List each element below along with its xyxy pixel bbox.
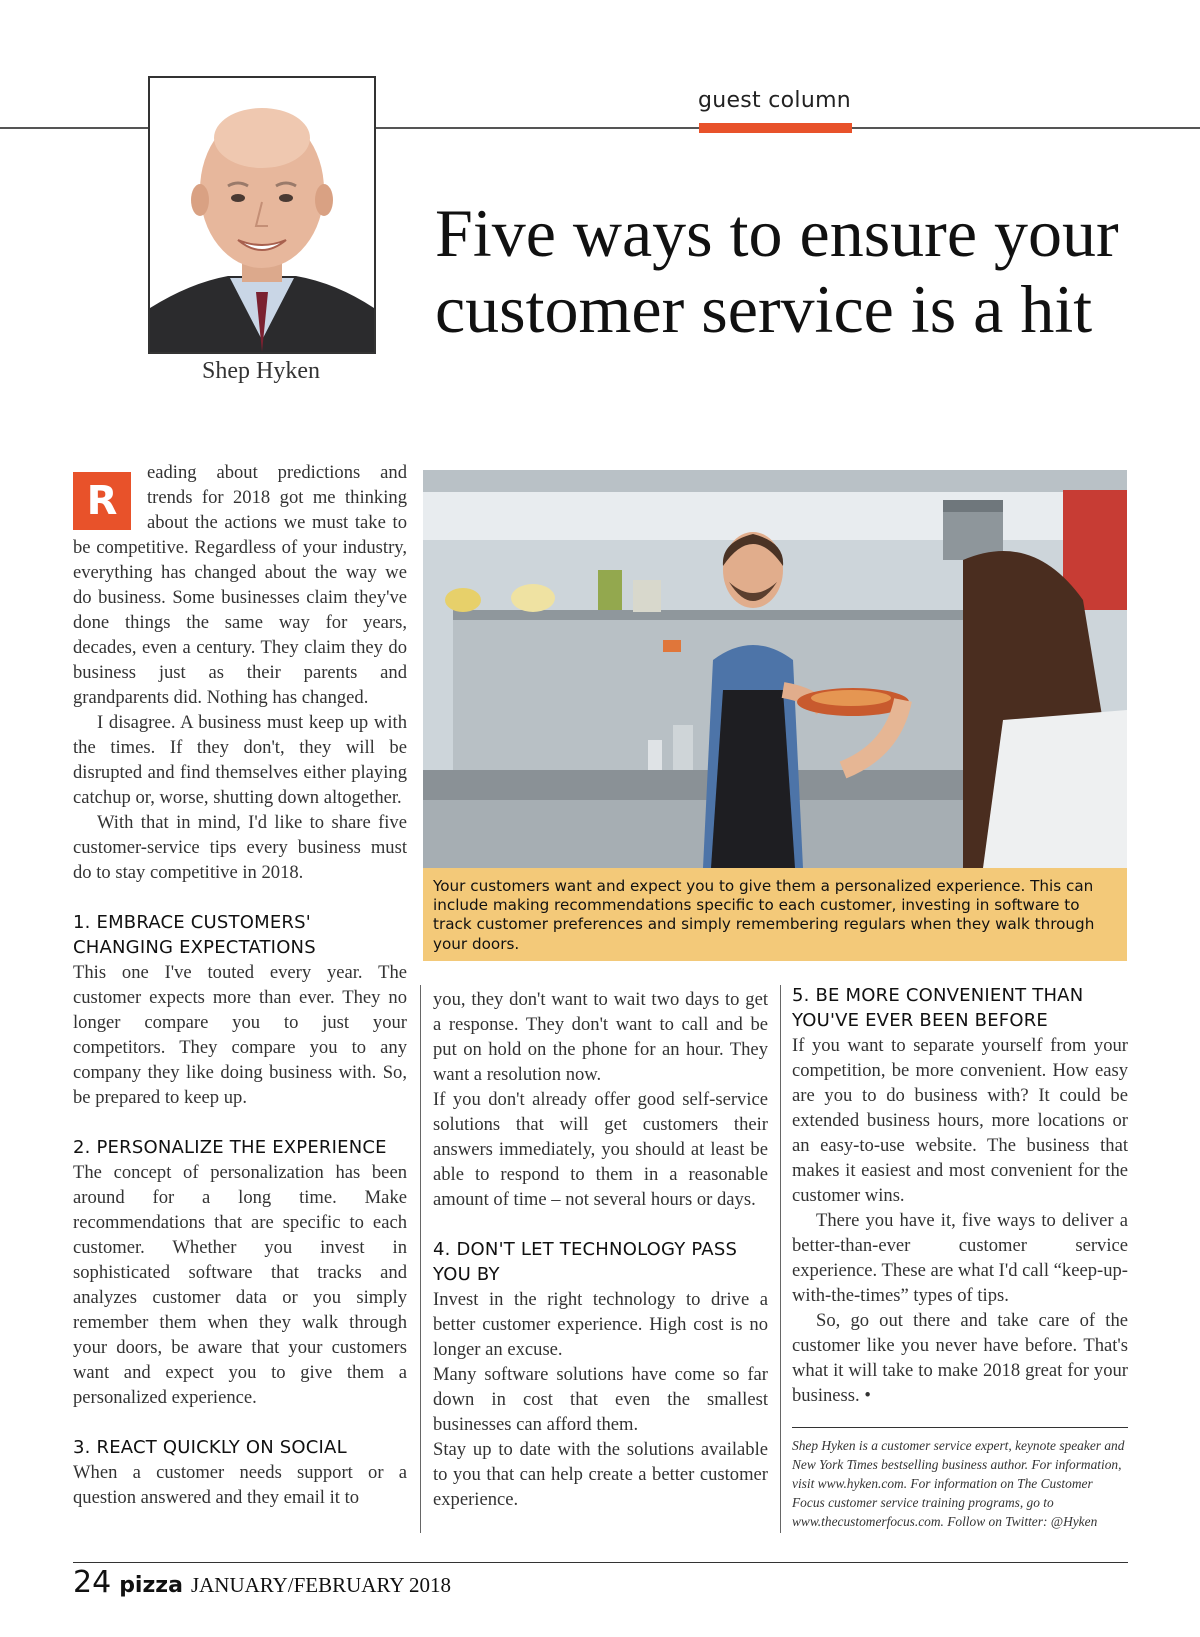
body-paragraph: When a customer needs support or a question answered and they email it to bbox=[73, 1462, 407, 1508]
food-truck-photo-illustration bbox=[423, 470, 1127, 868]
article-column-2 bbox=[433, 987, 768, 1512]
page-number: 24 bbox=[73, 1565, 112, 1600]
article-column-3 bbox=[792, 983, 1128, 1408]
page-footer bbox=[73, 1565, 451, 1605]
author-bio: Shep Hyken is a customer service expert, keynote speaker and New York Times bestselling business author. For information, visit www.hyken.com. For information on The Customer Focus customer service training programs, go to www.thecustomerfocus.com. Follow on Twitter: @Hyken bbox=[792, 1438, 1125, 1529]
section-accent-bar bbox=[699, 123, 852, 133]
author-name: Shep Hyken bbox=[202, 358, 320, 384]
intro-paragraph: eading about predictions and trends for 2018 got me thinking about the actions we must take to be competitive. Regardless of your industry, everything has changed about the way we do business. Some businesses claim they've done things the same way for years, decades, even a century. They claim they do business just as their parents and grandparents did. Nothing has changed. bbox=[73, 462, 407, 708]
issue-date: JANUARY/FEBRUARY 2018 bbox=[190, 1573, 451, 1597]
photo-caption: Your customers want and expect you to give them a personalized experience. This can include making recommendations specific to each customer, investing in software to track customer preferences and simply remembering regulars when they walk through your doors. bbox=[423, 868, 1127, 961]
subhead-5: 5. BE MORE CONVENIENT THAN YOU'VE EVER BEEN BEFORE bbox=[792, 985, 1084, 1031]
body-paragraph: The concept of personalization has been around for a long time. Make recommendations that are specific to each customer. Whether you invest in sophisticated software that tracks and analyzes customer data or you simply remember them when they walk through your doors, be aware that your customers want and expect you to give them a personalized experience. bbox=[73, 1162, 407, 1408]
closing-paragraph: There you have it, five ways to deliver a better-than-ever customer service experience. These are what I'd call “keep-up-with-the-times” types of tips. bbox=[792, 1210, 1128, 1306]
closing-paragraph: So, go out there and take care of the customer like you never have before. That's what it will take to make 2018 great for your business. • bbox=[792, 1310, 1128, 1406]
column-divider bbox=[420, 985, 421, 1533]
body-paragraph: Many software solutions have come so far down in cost that even the smallest businesses can afford them. bbox=[433, 1364, 768, 1435]
intro-paragraph: With that in mind, I'd like to share five customer-service tips every business must do to stay competitive in 2018. bbox=[73, 812, 407, 883]
magazine-name: pizza bbox=[119, 1573, 183, 1598]
body-paragraph: If you want to separate yourself from your competition, be more convenient. How easy are you to do business with? It could be extended business hours, more locations or an easy-to-use website. The business that makes it easiest and most convenient for the customer wins. bbox=[792, 1035, 1128, 1206]
section-label: guest column bbox=[697, 88, 852, 113]
body-paragraph: Stay up to date with the solutions available to you that can help create a better customer experience. bbox=[433, 1439, 768, 1510]
column-divider bbox=[780, 985, 781, 1533]
body-paragraph: you, they don't want to wait two days to get a response. They don't want to call and be put on hold on the phone for an hour. They want a resolution now. bbox=[433, 989, 768, 1085]
bio-rule bbox=[792, 1427, 1128, 1428]
subhead-4: 4. DON'T LET TECHNOLOGY PASS YOU BY bbox=[433, 1239, 738, 1285]
subhead-1: 1. EMBRACE CUSTOMERS' CHANGING EXPECTATIONS bbox=[73, 912, 316, 958]
footer-rule bbox=[73, 1562, 1128, 1563]
intro-paragraph: I disagree. A business must keep up with the times. If they don't, they will be disrupted and find themselves either playing catchup or, worse, shutting down altogether. bbox=[73, 712, 407, 808]
subhead-2: 2. PERSONALIZE THE EXPERIENCE bbox=[73, 1137, 387, 1158]
article-headline: Five ways to ensure your customer service is a hit bbox=[435, 195, 1119, 347]
body-paragraph: Invest in the right technology to drive a better customer experience. High cost is no longer an excuse. bbox=[433, 1289, 768, 1360]
author-portrait bbox=[148, 76, 376, 354]
body-paragraph: If you don't already offer good self-service solutions that will get customers their answers immediately, you should at least be able to respond to them in a reasonable amount of time – not several hours or days. bbox=[433, 1089, 768, 1210]
article-column-1 bbox=[73, 460, 407, 1510]
drop-cap: R bbox=[73, 472, 131, 530]
subhead-3: 3. REACT QUICKLY ON SOCIAL bbox=[73, 1437, 347, 1458]
author-portrait-illustration bbox=[150, 78, 374, 352]
article-photo bbox=[423, 470, 1127, 868]
body-paragraph: This one I've touted every year. The customer expects more than ever. They no longer compare you to just your competitors. They compare you to any company they like doing business with. So, be prepared to keep up. bbox=[73, 962, 407, 1108]
